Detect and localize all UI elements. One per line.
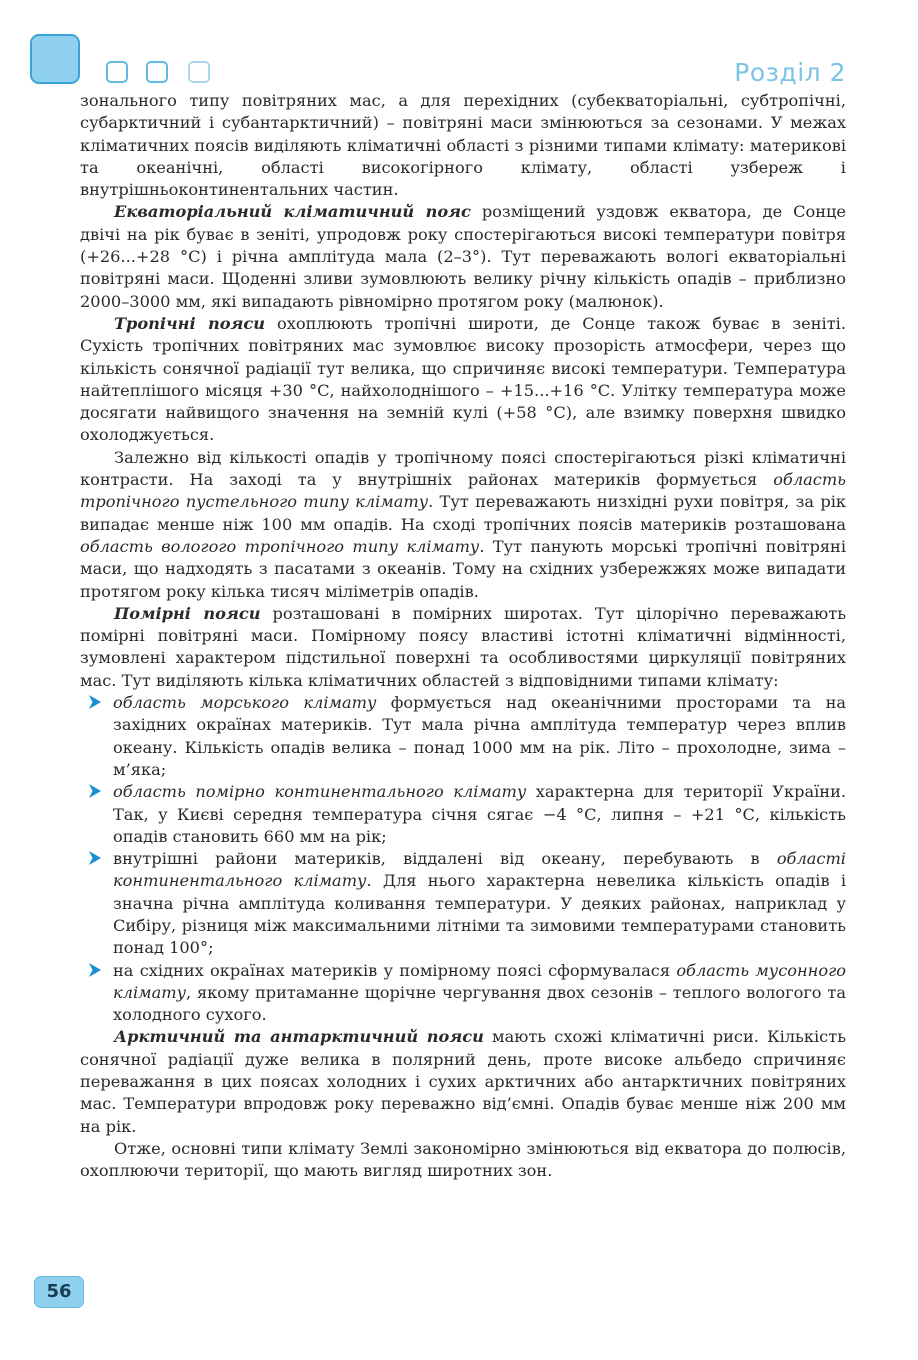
list-item: на східних окраїнах материків у помірному поясі сформувалася область мусонного клімату, якому притаманне щорічне чергування двох сезонів – теплого вологого та холодного сухого. bbox=[113, 960, 846, 1027]
term: Екваторіальний кліматичний пояс bbox=[114, 202, 471, 222]
small-square-icon bbox=[146, 61, 168, 83]
term-italic: область мусонного клімату bbox=[113, 960, 847, 1002]
page-number: 56 bbox=[34, 1276, 84, 1308]
term: Помірні пояси bbox=[114, 603, 261, 623]
body-text bbox=[80, 90, 846, 1183]
paragraph: Тропічні пояси охоплюють тропічні широти, де Сонце також буває в зеніті. Сухість тропічних повітряних мас зумовлює високу прозорість атмосфери, через що кількість сонячної радіації тут велика, що спричиняє високі температури. Температура найтеплішого місяця +30 °С, найхолоднішого – +15...+16 °С. Улітку температура може досягати найвищого значення на земній кулі (+58 °С), але взимку поверхня швидко охолоджується. bbox=[80, 313, 846, 445]
large-square-icon bbox=[30, 34, 80, 84]
paragraph: Екваторіальний кліматичний пояс розміщений уздовж екватора, де Сонце двічі на рік буває в зеніті, упродовж року спостерігаються високі температури повітря (+26...+28 °С) і річна амплітуда мала (2–3°). Тут переважають вологі екваторіальні повітряні маси. Щоденні зливи зумовлюють велику річну кількість опадів – приблизно 2000–3000 мм, які випадають рівномірно протягом року (малюнок). bbox=[80, 202, 846, 311]
term: Тропічні пояси bbox=[114, 313, 266, 333]
list-item: внутрішні райони материків, віддалені від океану, перебувають в області континентального клімату. Для нього характерна невелика кількість опадів і значна річна амплітуда коливання температури. У деяких районах, наприклад у Сибіру, різниця між максимальними літніми та зимовими температурами становить понад 100°; bbox=[113, 848, 846, 959]
paragraph: Арктичний та антарктичний пояси мають схожі кліматичні риси. Кількість сонячної радіації дуже велика в полярний день, проте високе альбедо спричиняє переважання в цих поясах холодних і сухих арктичних або антарктичних повітряних мас. Температури впродовж року переважно від’ємні. Опадів буває менше ніж 200 мм на рік. bbox=[80, 1027, 847, 1136]
section-title: Розділ 2 bbox=[734, 58, 846, 87]
chevron-right-icon bbox=[88, 784, 101, 798]
term-italic: область морського клімату bbox=[113, 693, 377, 713]
term: Арктичний та антарктичний пояси bbox=[114, 1027, 484, 1047]
chevron-right-icon bbox=[88, 963, 101, 977]
term-italic: області континентального клімату bbox=[113, 849, 846, 891]
term-italic: область помірно континентального клімату bbox=[113, 782, 527, 802]
chevron-right-icon bbox=[88, 695, 101, 709]
chevron-right-icon bbox=[88, 851, 101, 865]
list-item: область морського клімату формується над океанічними просторами та на західних окраїнах материків. Тут мала річна амплітуда температур через вплив океану. Кількість опадів велика – понад 1000 мм на рік. Літо – прохолодне, зима – м’яка; bbox=[113, 692, 846, 781]
climate-region-list bbox=[80, 692, 846, 1026]
list-item: область помірно континентального клімату характерна для території України. Так, у Києві середня температура січня сягає −4 °С, липня – +21 °С, кількість опадів становить 660 мм на рік; bbox=[113, 781, 846, 848]
paragraph: Залежно від кількості опадів у тропічному поясі спостерігаються різкі кліматичні контрасти. На заході та у внутрішніх районах материків формується область тропічного пустельного типу клімату. Тут переважають низхідні рухи повітря, за рік випадає менше ніж 100 мм опадів. На сході тропічних поясів материків розташована область вологого тропічного типу клімату. Тут панують морські тропічні повітряні маси, що надходять з пасатами з океанів. Тому на східних узбережжях може випадати протягом року кілька тисяч міліметрів опадів. bbox=[80, 447, 846, 601]
paragraph: Отже, основні типи клімату Землі закономірно змінюються від екватора до полюсів, охоплюючи території, що мають вигляд широтних зон. bbox=[80, 1138, 846, 1181]
term-italic: область тропічного пустельного типу клімату bbox=[80, 470, 846, 512]
small-square-icon bbox=[106, 61, 128, 83]
small-square-icon bbox=[188, 61, 210, 83]
header-decoration bbox=[30, 34, 230, 86]
term-italic: область вологого тропічного типу клімату bbox=[80, 536, 480, 556]
paragraph: Помірні пояси розташовані в помірних широтах. Тут цілорічно переважають помірні повітряні маси. Помірному поясу властиві істотні кліматичні відмінності, зумовлені характером підстильної поверхні та особливостями циркуляції повітряних мас. Тут виділяють кілька кліматичних областей з відповідними типами клімату: bbox=[80, 603, 847, 690]
paragraph: зонального типу повітряних мас, а для перехідних (субекваторіальні, субтропічні, субарктичний і субантарктичний) – повітряні маси змінюються за сезонами. У межах кліматичних поясів виділяють кліматичні області з різними типами клімату: материкові та океанічні, області високогірного клімату, області узбереж і внутрішньоконтинентальних частин. bbox=[80, 91, 846, 200]
